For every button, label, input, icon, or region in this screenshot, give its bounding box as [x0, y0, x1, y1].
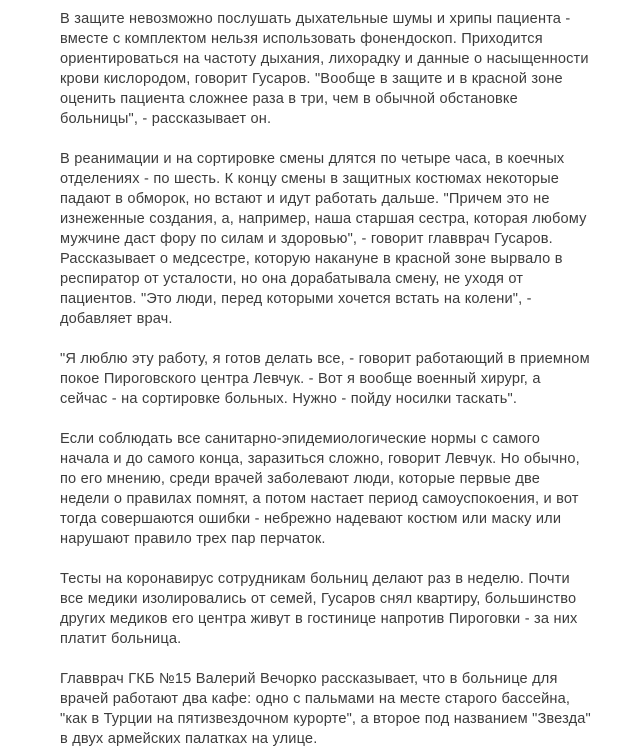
paragraph: Если соблюдать все санитарно-эпидемиологические нормы с самого начала и до самого конца, заразиться сложно, говорит Левчук. Но обычно, по его мнению, среди врачей заболевают люди, которые первые две недели о правилах помнят, а потом настает период самоуспокоения, и вот тогда совершаются ошибки - небрежно надевают костюм или маску или нарушают правило трех пар перчаток.	[60, 431, 580, 547]
paragraph: "Я люблю эту работу, я готов делать все, - говорит работающий в приемном покое Пироговского центра Левчук. - Вот я вообще военный хирург, а сейчас - на сортировке больных. Нужно - пойду носилки таскать".	[60, 351, 590, 407]
article-body	[60, 0, 592, 749]
paragraph: В реанимации и на сортировке смены длятся по четыре часа, в коечных отделениях - по шесть. К концу смены в защитных костюмах некоторые падают в обморок, но встают и идут работать дальше. "Причем это не изнеженные создания, а, например, наша старшая сестра, которая любому мужчине даст фору по силам и здоровью", - говорит главврач Гусаров. Рассказывает о медсестре, которую накануне в красной зоне вырвало в респиратор от усталости, но она дорабатывала смену, не уходя от пациентов. "Это люди, перед которыми хочется встать на колени", - добавляет врач.	[60, 151, 587, 327]
paragraph: Главврач ГКБ №15 Валерий Вечорко рассказывает, что в больнице для врачей работают два кафе: одно с пальмами на месте старого бассейна, "как в Турции на пятизвездочном курорте", а второе под названием "Звезда" в двух армейских палатках на улице.	[60, 671, 591, 747]
paragraph: В защите невозможно послушать дыхательные шумы и хрипы пациента - вместе с комплектом нельзя использовать фонендоскоп. Приходится ориентироваться на частоту дыхания, лихорадку и данные о насыщенности крови кислородом, говорит Гусаров. "Вообще в защите и в красной зоне оценить пациента сложнее раза в три, чем в обычной обстановке больницы", - рассказывает он.	[60, 11, 589, 127]
paragraph: Тесты на коронавирус сотрудникам больниц делают раз в неделю. Почти все медики изолировались от семей, Гусаров снял квартиру, большинство других медиков его центра живут в гостинице напротив Пироговки - за них платит больница.	[60, 571, 578, 647]
